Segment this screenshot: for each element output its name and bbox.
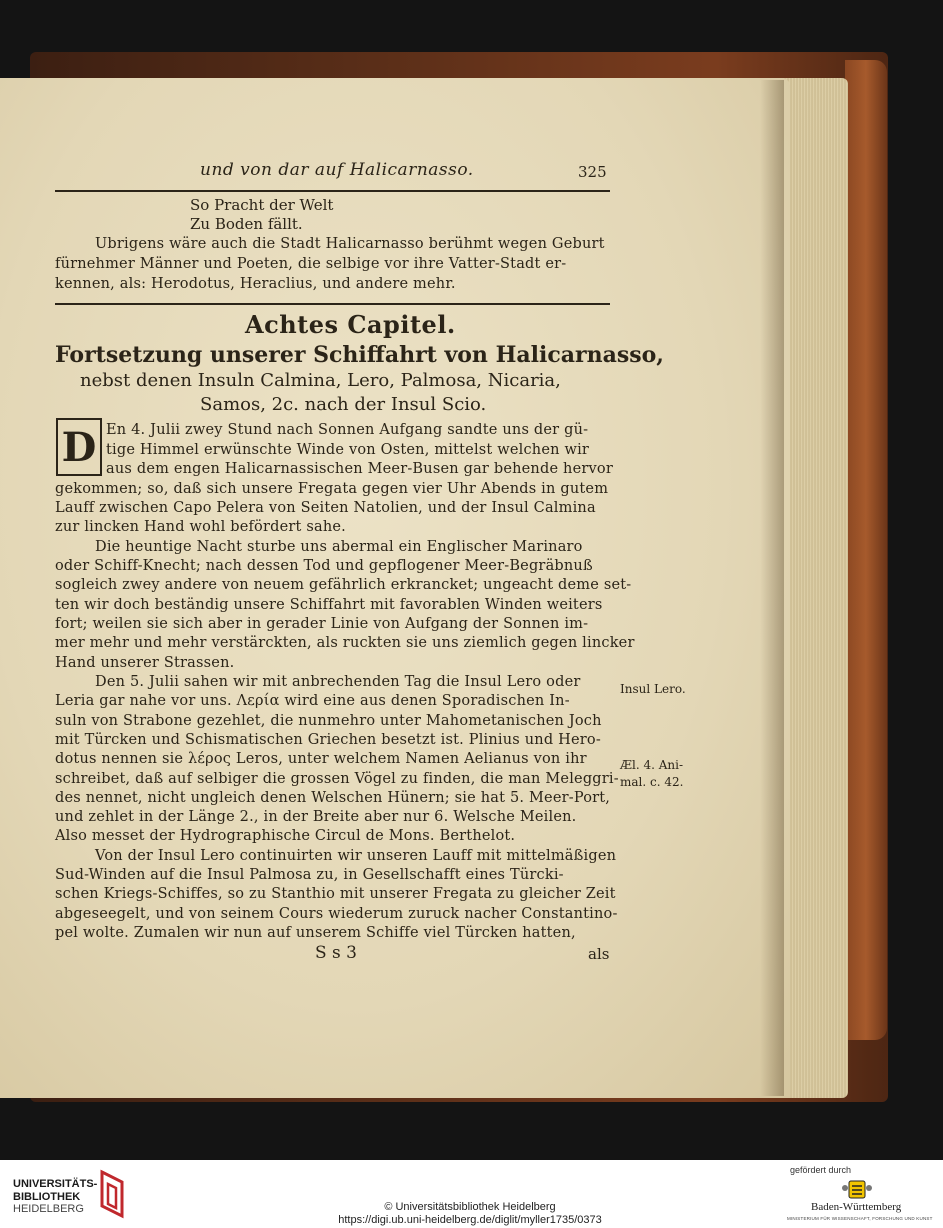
text-line: schen Kriegs-Schiffes, so zu Stanthio mit unserer Fregata zu gleicher Zeit	[55, 886, 616, 902]
library-name-line: UNIVERSITÄTS-	[13, 1178, 98, 1190]
drop-cap-initial: D	[56, 418, 102, 476]
header-rule	[55, 190, 610, 192]
text-line: mit Türcken und Schismatischen Griechen besetzt ist. Plinius und Hero-	[55, 732, 601, 748]
text-line: Leria gar nahe vor uns. Λερία wird eine aus denen Sporadischen In-	[55, 693, 570, 709]
text-line: dotus nennen sie λέρος Leros, unter welchem Namen Aelianus von ihr	[55, 751, 587, 767]
text-line: Von der Insul Lero continuirten wir unseren Lauff mit mittelmäßigen	[95, 848, 617, 864]
chapter-title-line: Samos, 2c. nach der Insul Scio.	[200, 394, 487, 415]
catchword: als	[588, 945, 610, 963]
book-cover-edge	[845, 60, 887, 1040]
funded-by-label: gefördert durch	[790, 1165, 852, 1175]
signature-mark: S s 3	[315, 943, 357, 963]
margin-note: mal. c. 42.	[620, 775, 684, 789]
text-line: Den 5. Julii sahen wir mit anbrechenden Tag die Insul Lero oder	[95, 674, 581, 690]
poem-line: So Pracht der Welt	[190, 196, 334, 214]
text-line: und zehlet in der Länge 2., in der Breite aber nur 6. Welsche Meilen.	[55, 809, 577, 825]
library-name-line: BIBLIOTHEK	[13, 1190, 81, 1203]
section-rule	[55, 303, 610, 305]
library-logo-icon[interactable]	[96, 1168, 128, 1220]
text-line: Die heuntige Nacht sturbe uns abermal ein Englischer Marinaro	[95, 539, 583, 555]
library-logo-text[interactable]	[13, 1178, 97, 1216]
text-line: oder Schiff-Knecht; nach dessen Tod und gepflogener Meer-Begräbnuß	[55, 558, 593, 574]
chapter-heading: Achtes Capitel.	[245, 310, 456, 339]
text-line: suln von Strabone gezehlet, die nunmehro unter Mahometanischen Joch	[55, 713, 602, 729]
copyright-text: © Universitätsbibliothek Heidelberg	[384, 1201, 556, 1213]
text-line: zur lincken Hand wohl befördert sahe.	[55, 519, 346, 535]
poem-line: Zu Boden fällt.	[190, 215, 303, 233]
text-line: kennen, als: Herodotus, Heraclius, und andere mehr.	[55, 276, 456, 292]
text-line: ten wir doch beständig unsere Schiffahrt mit favorablen Winden weiters	[55, 597, 603, 613]
permalink-url[interactable]: https://digi.ub.uni-heidelberg.de/diglit/myller1735/0373	[338, 1214, 602, 1226]
text-line: schreibet, daß auf selbiger die grossen Vögel zu finden, die man Meleggri-	[55, 771, 619, 787]
text-line: Ubrigens wäre auch die Stadt Halicarnasso berühmt wegen Geburt	[95, 236, 605, 252]
library-name-line: HEIDELBERG	[13, 1203, 84, 1215]
margin-note: Insul Lero.	[620, 682, 686, 696]
page-number: 325	[578, 163, 607, 181]
sponsor-name[interactable]: Baden-Württemberg	[811, 1201, 902, 1213]
running-head: und von dar auf Halicarnasso.	[200, 160, 474, 180]
text-line: fort; weilen sie sich aber in gerader Linie von Aufgang der Sonnen im-	[55, 616, 589, 632]
sponsor-subtitle: MINISTERIUM FÜR WISSENSCHAFT, FORSCHUNG UND KUNST	[787, 1216, 933, 1221]
coat-of-arms-icon	[840, 1178, 874, 1200]
text-line: aus dem engen Halicarnassischen Meer-Busen gar behende hervor	[106, 461, 613, 477]
margin-note: Æl. 4. Ani-	[620, 758, 684, 772]
page-gutter-shadow	[760, 80, 784, 1096]
text-line: tige Himmel erwünschte Winde von Osten, mittelst welchen wir	[106, 442, 590, 458]
text-line: Hand unserer Strassen.	[55, 655, 235, 671]
text-line: pel wolte. Zumalen wir nun auf unserem Schiffe viel Türcken hatten,	[55, 925, 576, 941]
chapter-title-line: Fortsetzung unserer Schiffahrt von Halicarnasso,	[55, 342, 664, 368]
copyright-block	[300, 1201, 640, 1227]
text-line: abgeseegelt, und von seinem Cours wiederum zuruck nacher Constantino-	[55, 906, 618, 922]
text-line: fürnehmer Männer und Poeten, die selbige vor ihre Vatter-Stadt er-	[55, 256, 567, 272]
text-line: En 4. Julii zwey Stund nach Sonnen Aufgang sandte uns der gü-	[106, 422, 589, 438]
text-line: sogleich zwey andere von neuem gefährlich erkrancket; ungeacht deme set-	[55, 577, 632, 593]
text-line: mer mehr und mehr verstärckten, als ruckten sie uns ziemlich gegen lincker	[55, 635, 635, 651]
text-line: des nennet, nicht ungleich denen Welschen Hünern; sie hat 5. Meer-Port,	[55, 790, 611, 806]
text-line: Sud-Winden auf die Insul Palmosa zu, in Gesellschafft eines Türcki-	[55, 867, 564, 883]
text-line: Also messet der Hydrographische Circul de Mons. Berthelot.	[55, 828, 516, 844]
text-line: Lauff zwischen Capo Pelera von Seiten Natolien, und der Insul Calmina	[55, 500, 596, 516]
chapter-title-line: nebst denen Insuln Calmina, Lero, Palmosa, Nicaria,	[80, 370, 561, 391]
text-line: gekommen; so, daß sich unsere Fregata gegen vier Uhr Abends in gutem	[55, 481, 609, 497]
